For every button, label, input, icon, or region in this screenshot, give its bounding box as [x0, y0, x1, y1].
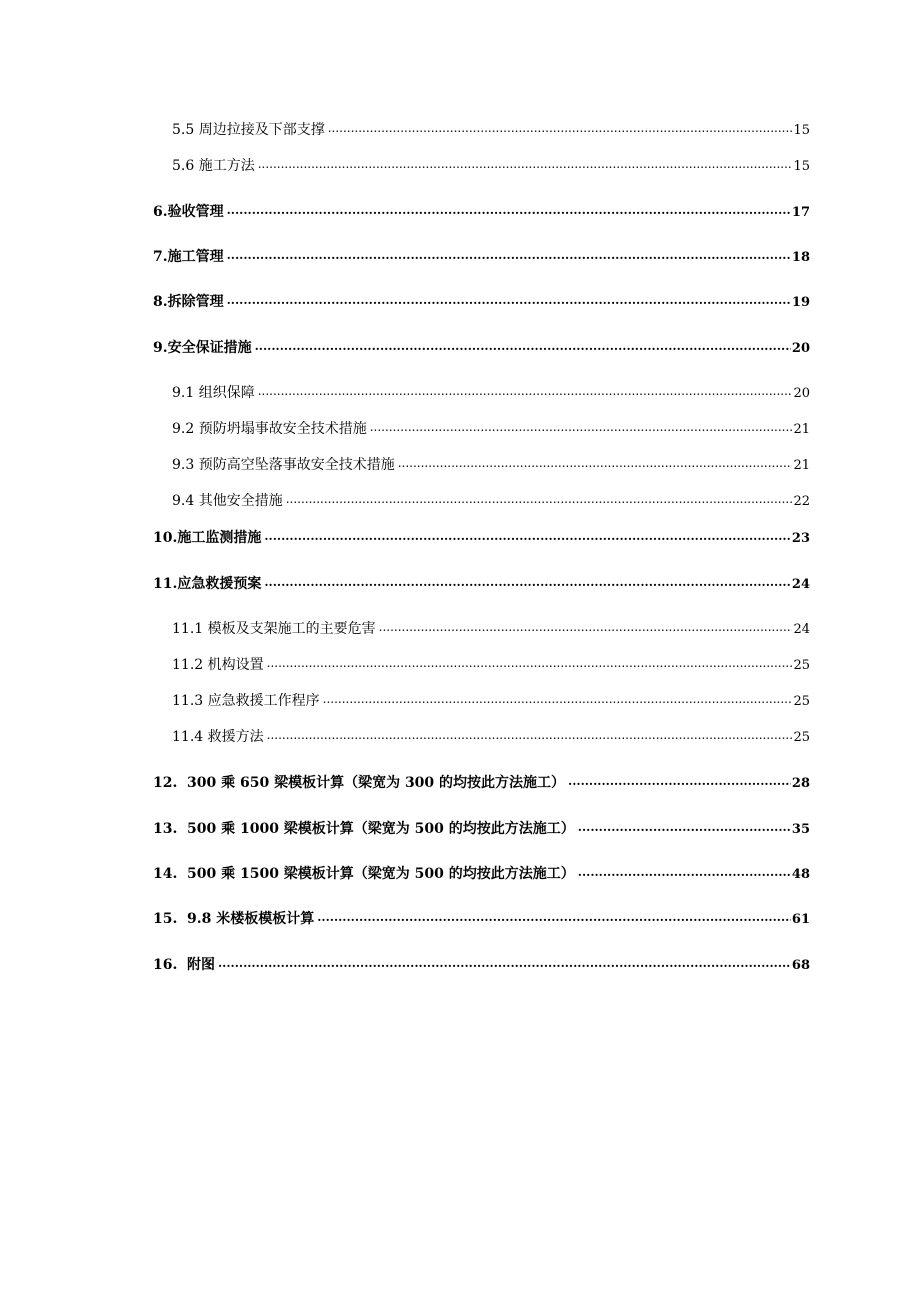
toc-leader-dots — [227, 202, 791, 216]
toc-leader-dots — [227, 292, 791, 306]
toc-page-number: 25 — [793, 694, 810, 709]
toc-entry[interactable] — [172, 654, 810, 674]
toc-entry[interactable] — [172, 726, 810, 746]
toc-page-number: 23 — [791, 531, 810, 546]
toc-entry-label: 11.应急救援预案 — [153, 576, 262, 592]
toc-entry[interactable] — [153, 337, 810, 357]
toc-entry[interactable] — [153, 863, 810, 883]
toc-page-number: 18 — [791, 250, 810, 265]
toc-page-number: 25 — [793, 730, 810, 745]
toc-entry-label — [153, 818, 578, 838]
toc-page-number: 20 — [793, 386, 810, 401]
toc-entry-label: 11.4 救援方法 — [172, 729, 264, 745]
toc-entry[interactable] — [153, 908, 810, 928]
toc-page-number: 28 — [791, 776, 810, 791]
toc-leader-dots — [258, 156, 793, 170]
toc-entry-label: 11.2 机构设置 — [172, 657, 264, 673]
toc-leader-dots — [218, 955, 791, 969]
toc-entry-label: 7.施工管理 — [153, 249, 224, 265]
toc-entry-title: 500 乘 1500 梁模板计算（梁宽为 500 的均按此方法施工） — [187, 866, 575, 882]
toc-entry[interactable] — [153, 818, 810, 838]
toc-entry-number: 12. — [153, 775, 178, 791]
toc-entry[interactable] — [172, 490, 810, 510]
toc-page-number: 15 — [793, 159, 810, 174]
toc-entry[interactable] — [153, 954, 810, 974]
toc-leader-dots — [267, 655, 793, 669]
toc-leader-dots — [264, 528, 791, 542]
toc-entry[interactable] — [153, 291, 810, 311]
toc-page-number: 22 — [793, 494, 810, 509]
toc-entry-label — [153, 954, 218, 974]
toc-entry-label: 9.1 组织保障 — [172, 385, 255, 401]
toc-entry-label: 9.3 预防高空坠落事故安全技术措施 — [172, 457, 395, 473]
toc-entry-number: 13. — [153, 821, 178, 837]
toc-leader-dots — [578, 864, 791, 878]
toc-entry[interactable] — [172, 418, 810, 438]
toc-page-number: 21 — [793, 422, 810, 437]
toc-leader-dots — [264, 574, 791, 588]
toc-leader-dots — [317, 909, 791, 923]
toc-entry-label: 6.验收管理 — [153, 204, 224, 220]
toc-page-number: 19 — [791, 295, 810, 310]
toc-entry-label: 8.拆除管理 — [153, 294, 224, 310]
toc-entry[interactable] — [153, 201, 810, 221]
toc-entry-label: 9.安全保证措施 — [153, 340, 252, 356]
toc-entry[interactable] — [153, 246, 810, 266]
toc-page-number: 24 — [793, 622, 810, 637]
toc-entry[interactable] — [153, 527, 810, 547]
toc-entry-label — [153, 772, 568, 792]
toc-entry-label: 9.2 预防坍塌事故安全技术措施 — [172, 421, 367, 437]
toc-leader-dots — [258, 383, 793, 397]
toc-leader-dots — [286, 491, 793, 505]
toc-entry[interactable] — [172, 119, 810, 139]
toc-leader-dots — [578, 819, 791, 833]
toc-entry[interactable] — [172, 618, 810, 638]
toc-entry-title: 300 乘 650 梁模板计算（梁宽为 300 的均按此方法施工） — [187, 775, 566, 791]
toc-leader-dots — [328, 120, 793, 134]
toc-leader-dots — [255, 338, 791, 352]
toc-entry-number: 16. — [153, 957, 178, 973]
toc-entry[interactable] — [172, 454, 810, 474]
toc-entry-label: 9.4 其他安全措施 — [172, 493, 283, 509]
toc-page-number: 20 — [791, 341, 810, 356]
toc-entry-label: 5.6 施工方法 — [172, 158, 255, 174]
toc-page-number: 48 — [791, 867, 810, 882]
toc-leader-dots — [398, 455, 793, 469]
toc-page-number: 15 — [793, 123, 810, 138]
toc-entry-label — [153, 908, 317, 928]
toc-leader-dots — [267, 727, 793, 741]
toc-leader-dots — [227, 247, 791, 261]
toc-leader-dots — [379, 619, 793, 633]
toc-entry-number: 15. — [153, 911, 178, 927]
toc-entry[interactable] — [172, 690, 810, 710]
toc-page-number: 24 — [791, 577, 810, 592]
toc-entry-label: 5.5 周边拉接及下部支撑 — [172, 122, 325, 138]
toc-entry[interactable] — [172, 382, 810, 402]
toc-entry-title: 9.8 米楼板模板计算 — [187, 911, 315, 927]
toc-leader-dots — [323, 691, 793, 705]
toc-leader-dots — [568, 773, 791, 787]
toc-entry[interactable] — [153, 772, 810, 792]
toc-leader-dots — [370, 419, 793, 433]
toc-entry[interactable] — [172, 155, 810, 175]
toc-entry-label — [153, 863, 578, 883]
toc-page-number: 21 — [793, 458, 810, 473]
toc-page-number: 35 — [791, 822, 810, 837]
toc-entry[interactable] — [153, 573, 810, 593]
toc-entry-title: 500 乘 1000 梁模板计算（梁宽为 500 的均按此方法施工） — [187, 821, 575, 837]
toc-page-number: 68 — [791, 958, 810, 973]
toc-page-number: 61 — [791, 912, 810, 927]
toc-entry-title: 附图 — [187, 957, 215, 973]
toc-page-number: 25 — [793, 658, 810, 673]
toc-page-number: 17 — [791, 205, 810, 220]
toc-entry-label: 10.施工监测措施 — [153, 530, 262, 546]
toc-entry-label: 11.3 应急救援工作程序 — [172, 693, 320, 709]
toc-entry-number: 14. — [153, 866, 178, 882]
toc-entry-label: 11.1 模板及支架施工的主要危害 — [172, 621, 376, 637]
